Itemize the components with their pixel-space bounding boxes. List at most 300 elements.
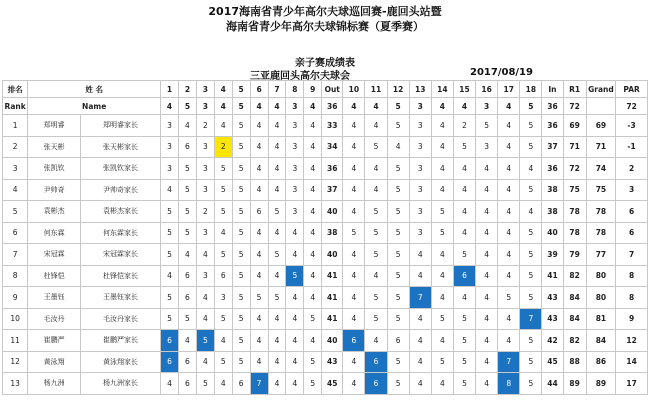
- hole-score: 4: [476, 265, 498, 287]
- hole-score: 3: [409, 222, 431, 244]
- hole-score: 4: [250, 244, 268, 266]
- hole-score: 5: [232, 115, 250, 137]
- in-total: 45: [542, 351, 563, 373]
- hole-score: 5: [453, 330, 475, 352]
- hole-score: 4: [304, 201, 322, 223]
- grand-total: 77: [586, 244, 616, 266]
- rank-cell: 10: [3, 308, 28, 330]
- hole-score: 5: [520, 179, 542, 201]
- hole-score: 5: [365, 222, 387, 244]
- hole-score: 2: [214, 136, 232, 158]
- hole-score: 4: [250, 222, 268, 244]
- hole-score: 4: [304, 244, 322, 266]
- child-name: 杜锋恺: [28, 265, 81, 287]
- grand-total: 84: [586, 330, 616, 352]
- child-name: 张凯钦: [28, 158, 81, 180]
- results-table: [2, 80, 648, 395]
- hole-score: 5: [232, 136, 250, 158]
- r1-total: 78: [563, 201, 586, 223]
- hole-score: 6: [343, 330, 365, 352]
- table-row: [3, 244, 648, 266]
- hole-score: 4: [196, 351, 214, 373]
- hole-score: 4: [250, 330, 268, 352]
- hole-score: 4: [387, 136, 409, 158]
- hole-score: 4: [268, 373, 286, 395]
- hole-score: 4: [409, 244, 431, 266]
- hole-score: 4: [214, 115, 232, 137]
- hole-number: 12: [387, 81, 409, 98]
- hole-score: 4: [268, 136, 286, 158]
- r1-total: 79: [563, 244, 586, 266]
- hole-score: 5: [196, 330, 214, 352]
- in-total: 44: [542, 373, 563, 395]
- rank-cell: 9: [3, 287, 28, 309]
- hole-score: 4: [431, 330, 453, 352]
- rank-header-cn: 排名: [3, 81, 28, 98]
- hole-score: 4: [431, 158, 453, 180]
- hole-score: 3: [161, 115, 179, 137]
- hole-score: 5: [214, 308, 232, 330]
- rank-cell: 8: [3, 265, 28, 287]
- hole-score: 5: [387, 351, 409, 373]
- hole-score: 5: [214, 179, 232, 201]
- grand-total: 80: [586, 265, 616, 287]
- hole-score: 6: [453, 265, 475, 287]
- in-total: 36: [542, 115, 563, 137]
- hole-score: 5: [453, 351, 475, 373]
- out-total: 41: [322, 287, 343, 309]
- parent-name: 杨九洲家长: [80, 373, 160, 395]
- hole-score: 4: [214, 222, 232, 244]
- table-row: [3, 179, 648, 201]
- child-name: 王墨钰: [28, 287, 81, 309]
- out-total: 41: [322, 265, 343, 287]
- hole-score: 4: [409, 373, 431, 395]
- hole-score: 5: [232, 158, 250, 180]
- hole-score: 5: [286, 265, 304, 287]
- hole-score: 4: [196, 287, 214, 309]
- hole-score: 4: [431, 373, 453, 395]
- parent-name: 尹帅奇家长: [80, 179, 160, 201]
- hole-number: 4: [214, 81, 232, 98]
- parent-name: 杜锋恺家长: [80, 265, 160, 287]
- hole-par: 5: [387, 98, 409, 115]
- table-row: [3, 158, 648, 180]
- par-in: 36: [542, 98, 563, 115]
- hole-score: 4: [365, 158, 387, 180]
- hole-score: 5: [387, 287, 409, 309]
- parent-name: 张天彬家长: [80, 136, 160, 158]
- hole-score: 4: [304, 265, 322, 287]
- hole-score: 5: [520, 222, 542, 244]
- hole-score: 7: [250, 373, 268, 395]
- hole-score: 4: [431, 115, 453, 137]
- r1-total: 84: [563, 287, 586, 309]
- hole-score: 5: [232, 330, 250, 352]
- hole-score: 4: [498, 244, 520, 266]
- hole-score: 4: [498, 158, 520, 180]
- child-name: 张天彬: [28, 136, 81, 158]
- out-total: 40: [322, 201, 343, 223]
- hole-score: 4: [304, 287, 322, 309]
- hole-par: 4: [343, 98, 365, 115]
- hole-score: 3: [286, 158, 304, 180]
- hole-score: 5: [520, 244, 542, 266]
- hole-score: 5: [232, 265, 250, 287]
- out-header: Out: [322, 81, 343, 98]
- hole-score: 4: [409, 351, 431, 373]
- hole-score: 3: [409, 136, 431, 158]
- hole-score: 3: [196, 136, 214, 158]
- rank-cell: 12: [3, 351, 28, 373]
- hole-score: 4: [498, 330, 520, 352]
- hole-score: 5: [161, 287, 179, 309]
- hole-score: 4: [343, 265, 365, 287]
- r1-total: 69: [563, 115, 586, 137]
- hole-score: 5: [453, 136, 475, 158]
- rank-cell: 1: [3, 115, 28, 137]
- parent-name: 宋冠霖家长: [80, 244, 160, 266]
- title-line-2: 海南省青少年高尔夫球锦标赛（夏季赛）: [226, 20, 424, 33]
- hole-score: 4: [343, 287, 365, 309]
- hole-number: 1: [161, 81, 179, 98]
- child-name: 崔鹏严: [28, 330, 81, 352]
- hole-par: 4: [453, 98, 475, 115]
- hole-score: 5: [178, 158, 196, 180]
- hole-number: 3: [196, 81, 214, 98]
- r1-total: 84: [563, 308, 586, 330]
- grand-total: 69: [586, 115, 616, 137]
- hole-score: 8: [498, 373, 520, 395]
- hole-number: 5: [232, 81, 250, 98]
- rank-cell: 3: [3, 158, 28, 180]
- hole-score: 4: [520, 201, 542, 223]
- subtitle: 亲子赛成绩表: [295, 58, 355, 69]
- hole-score: 5: [365, 308, 387, 330]
- hole-par: 3: [286, 98, 304, 115]
- hole-score: 3: [476, 136, 498, 158]
- hole-score: 4: [343, 244, 365, 266]
- hole-score: 5: [161, 201, 179, 223]
- hole-score: 4: [178, 244, 196, 266]
- rank-cell: 13: [3, 373, 28, 395]
- hole-par: 3: [476, 98, 498, 115]
- hole-score: 3: [161, 158, 179, 180]
- hole-score: 4: [343, 373, 365, 395]
- table-row: [3, 330, 648, 352]
- out-total: 41: [322, 308, 343, 330]
- par-header: PAR: [616, 81, 648, 98]
- in-total: 41: [542, 265, 563, 287]
- hole-score: 4: [343, 201, 365, 223]
- hole-score: 4: [453, 201, 475, 223]
- hole-score: 3: [196, 158, 214, 180]
- hole-score: 4: [365, 179, 387, 201]
- hole-score: 4: [250, 351, 268, 373]
- rank-cell: 4: [3, 179, 28, 201]
- hole-score: 5: [232, 308, 250, 330]
- hole-par: 4: [498, 98, 520, 115]
- out-total: 34: [322, 136, 343, 158]
- table-row: [3, 265, 648, 287]
- r1-total: 71: [563, 136, 586, 158]
- hole-score: 4: [498, 115, 520, 137]
- hole-score: 5: [520, 265, 542, 287]
- par-diff: -3: [616, 115, 648, 137]
- hole-score: 4: [476, 158, 498, 180]
- par-diff: 3: [616, 179, 648, 201]
- in-total: 40: [542, 222, 563, 244]
- hole-score: 4: [431, 136, 453, 158]
- hole-score: 5: [232, 222, 250, 244]
- hole-score: 5: [387, 179, 409, 201]
- hole-score: 5: [520, 330, 542, 352]
- hole-number: 7: [268, 81, 286, 98]
- hole-score: 4: [268, 158, 286, 180]
- hole-score: 4: [476, 244, 498, 266]
- table-row: [3, 222, 648, 244]
- hole-score: 5: [387, 265, 409, 287]
- child-name: 宋冠霖: [28, 244, 81, 266]
- hole-score: 4: [476, 351, 498, 373]
- hole-score: 5: [214, 244, 232, 266]
- par-grand-blank: [586, 98, 616, 115]
- hole-score: 4: [476, 373, 498, 395]
- hole-score: 5: [304, 351, 322, 373]
- hole-number: 6: [250, 81, 268, 98]
- table-row: [3, 201, 648, 223]
- rank-cell: 11: [3, 330, 28, 352]
- hole-score: 5: [178, 308, 196, 330]
- par-diff: 2: [616, 158, 648, 180]
- parent-name: 张凯钦家长: [80, 158, 160, 180]
- name-header-en: Name: [28, 98, 161, 115]
- hole-score: 4: [498, 201, 520, 223]
- par-diff: 6: [616, 201, 648, 223]
- hole-score: 6: [232, 373, 250, 395]
- parent-name: 黄泳翔家长: [80, 351, 160, 373]
- grand-total: 75: [586, 179, 616, 201]
- hole-score: 2: [196, 115, 214, 137]
- hole-score: 6: [178, 351, 196, 373]
- child-name: 黄泳翔: [28, 351, 81, 373]
- par-r1: 72: [563, 98, 586, 115]
- rank-cell: 7: [3, 244, 28, 266]
- hole-score: 4: [268, 308, 286, 330]
- grand-total: 80: [586, 287, 616, 309]
- hole-score: 5: [520, 287, 542, 309]
- hole-score: 5: [387, 244, 409, 266]
- hole-par: 4: [268, 98, 286, 115]
- hole-score: 4: [498, 222, 520, 244]
- out-total: 38: [322, 222, 343, 244]
- hole-score: 2: [196, 201, 214, 223]
- hole-score: 5: [214, 351, 232, 373]
- grand-total: 78: [586, 222, 616, 244]
- out-total: 36: [322, 158, 343, 180]
- hole-score: 5: [431, 201, 453, 223]
- hole-score: 5: [431, 222, 453, 244]
- par-diff: 9: [616, 308, 648, 330]
- par-diff: 8: [616, 265, 648, 287]
- hole-score: 4: [268, 222, 286, 244]
- hole-score: 4: [250, 179, 268, 201]
- hole-score: 4: [304, 222, 322, 244]
- child-name: 何东霖: [28, 222, 81, 244]
- hole-score: 6: [178, 136, 196, 158]
- out-total: 45: [322, 373, 343, 395]
- hole-score: 5: [250, 287, 268, 309]
- parent-name: 何东霖家长: [80, 222, 160, 244]
- hole-number: 16: [476, 81, 498, 98]
- hole-score: 5: [431, 351, 453, 373]
- hole-score: 5: [365, 136, 387, 158]
- hole-score: 4: [161, 179, 179, 201]
- parent-name: 毛汝丹家长: [80, 308, 160, 330]
- hole-score: 5: [304, 308, 322, 330]
- hole-score: 5: [520, 351, 542, 373]
- parent-name: 王墨钰家长: [80, 287, 160, 309]
- hole-score: 5: [268, 287, 286, 309]
- hole-par: 4: [214, 98, 232, 115]
- hole-score: 4: [343, 115, 365, 137]
- child-name: 郑明睿: [28, 115, 81, 137]
- hole-score: 6: [387, 330, 409, 352]
- r1-total: 89: [563, 373, 586, 395]
- hole-score: 4: [268, 115, 286, 137]
- hole-score: 5: [232, 201, 250, 223]
- hole-score: 5: [178, 179, 196, 201]
- hole-score: 4: [520, 158, 542, 180]
- hole-score: 4: [196, 308, 214, 330]
- venue: 三亚鹿回头高尔夫球会: [250, 71, 350, 82]
- hole-score: 5: [161, 222, 179, 244]
- parent-name: 崔鹏严家长: [80, 330, 160, 352]
- out-total: 40: [322, 244, 343, 266]
- hole-score: 4: [498, 179, 520, 201]
- hole-score: 3: [409, 115, 431, 137]
- par-total: 72: [616, 98, 648, 115]
- in-total: 38: [542, 179, 563, 201]
- out-total: 37: [322, 179, 343, 201]
- par-diff: 17: [616, 373, 648, 395]
- rank-cell: 6: [3, 222, 28, 244]
- hole-par: 4: [161, 98, 179, 115]
- hole-score: 5: [304, 373, 322, 395]
- in-total: 36: [542, 158, 563, 180]
- hole-score: 5: [214, 201, 232, 223]
- hole-score: 5: [453, 308, 475, 330]
- hole-score: 4: [214, 373, 232, 395]
- hole-par: 4: [431, 98, 453, 115]
- hole-score: 4: [161, 373, 179, 395]
- hole-score: 5: [387, 115, 409, 137]
- hole-score: 6: [365, 351, 387, 373]
- child-name: 杨九洲: [28, 373, 81, 395]
- hole-par: 3: [196, 98, 214, 115]
- date: 2017/08/19: [470, 67, 533, 78]
- hole-score: 4: [304, 179, 322, 201]
- par-out: 36: [322, 98, 343, 115]
- name-header-cn: 姓 名: [28, 81, 161, 98]
- hole-score: 5: [453, 373, 475, 395]
- header-row-par: [3, 98, 648, 115]
- par-diff: 12: [616, 330, 648, 352]
- hole-score: 4: [286, 244, 304, 266]
- hole-score: 5: [431, 308, 453, 330]
- par-diff: 6: [616, 222, 648, 244]
- grand-total: 71: [586, 136, 616, 158]
- hole-score: 3: [214, 287, 232, 309]
- hole-score: 6: [178, 373, 196, 395]
- hole-score: 5: [387, 308, 409, 330]
- hole-score: 5: [232, 179, 250, 201]
- hole-score: 4: [250, 115, 268, 137]
- hole-score: 4: [431, 179, 453, 201]
- hole-number: 14: [431, 81, 453, 98]
- hole-score: 2: [453, 115, 475, 137]
- hole-score: 5: [520, 373, 542, 395]
- hole-score: 5: [178, 222, 196, 244]
- hole-score: 7: [409, 287, 431, 309]
- hole-score: 5: [268, 244, 286, 266]
- hole-score: 4: [268, 179, 286, 201]
- hole-score: 4: [476, 222, 498, 244]
- hole-score: 5: [196, 373, 214, 395]
- par-diff: 14: [616, 351, 648, 373]
- r1-total: 78: [563, 222, 586, 244]
- hole-score: 4: [343, 136, 365, 158]
- hole-score: 4: [343, 308, 365, 330]
- hole-score: 4: [196, 244, 214, 266]
- hole-score: 3: [286, 136, 304, 158]
- hole-score: 5: [520, 115, 542, 137]
- hole-score: 4: [365, 115, 387, 137]
- hole-score: 3: [409, 201, 431, 223]
- hole-score: 4: [250, 158, 268, 180]
- table-row: [3, 308, 648, 330]
- hole-par: 4: [304, 98, 322, 115]
- hole-score: 4: [250, 136, 268, 158]
- rank-header-en: Rank: [3, 98, 28, 115]
- hole-score: 4: [431, 287, 453, 309]
- hole-score: 4: [476, 287, 498, 309]
- grand-header: Grand: [586, 81, 616, 98]
- hole-score: 4: [365, 330, 387, 352]
- r1-total: 82: [563, 330, 586, 352]
- in-header: In: [542, 81, 563, 98]
- hole-score: 4: [476, 201, 498, 223]
- par-diff: 8: [616, 287, 648, 309]
- hole-score: 5: [387, 222, 409, 244]
- hole-score: 5: [214, 158, 232, 180]
- r1-total: 75: [563, 179, 586, 201]
- hole-score: 6: [178, 265, 196, 287]
- hole-score: 3: [409, 179, 431, 201]
- rank-cell: 5: [3, 201, 28, 223]
- hole-score: 5: [268, 201, 286, 223]
- hole-score: 4: [250, 308, 268, 330]
- hole-score: 5: [387, 201, 409, 223]
- grand-total: 74: [586, 158, 616, 180]
- hole-score: 6: [161, 330, 179, 352]
- hole-score: 4: [409, 308, 431, 330]
- hole-score: 5: [232, 244, 250, 266]
- hole-score: 6: [250, 201, 268, 223]
- hole-number: 17: [498, 81, 520, 98]
- hole-score: 4: [286, 308, 304, 330]
- r1-total: 82: [563, 265, 586, 287]
